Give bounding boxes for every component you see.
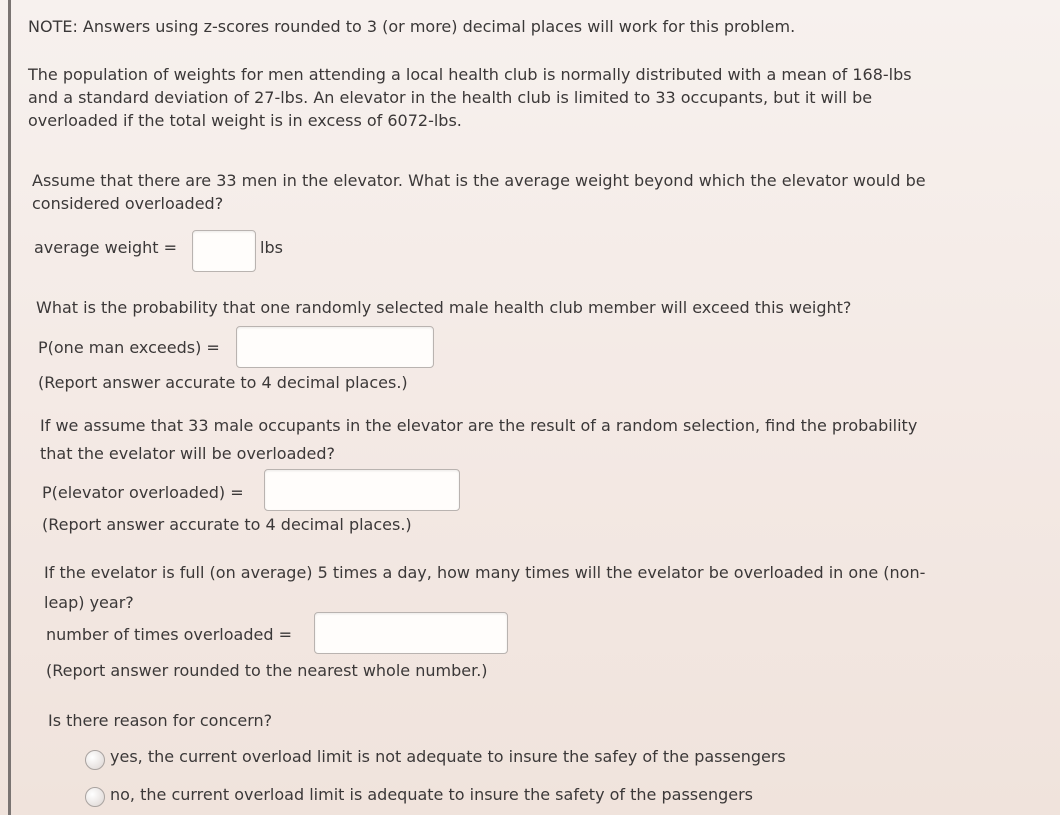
average-weight-input[interactable]	[192, 230, 256, 272]
q4-note: (Report answer rounded to the nearest whole number.)	[46, 661, 488, 680]
q5-question: Is there reason for concern?	[48, 711, 273, 730]
q3-line-2: that the evelator will be overloaded?	[40, 444, 336, 463]
intro-line-1: The population of weights for men attending a local health club is normally distributed with a mean of 168-lbs	[28, 65, 912, 84]
q1-line-1: Assume that there are 33 men in the elevator. What is the average weight beyond which the elevator would be	[32, 171, 926, 190]
times-overloaded-input[interactable]	[314, 612, 508, 654]
intro-line-3: overloaded if the total weight is in excess of 6072-lbs.	[28, 111, 462, 130]
q1-line-2: considered overloaded?	[32, 194, 224, 213]
q4-line-2: leap) year?	[44, 593, 134, 612]
q3-note: (Report answer accurate to 4 decimal places.)	[42, 515, 412, 534]
one-man-exceeds-input[interactable]	[236, 326, 434, 368]
concern-no-label: no, the current overload limit is adequate to insure the safety of the passengers	[110, 785, 754, 804]
intro-line-2: and a standard deviation of 27-lbs. An elevator in the health club is limited to 33 occupants, but it will be	[28, 88, 873, 107]
q2-question: What is the probability that one randomly selected male health club member will exceed this weight?	[36, 298, 852, 317]
q2-note: (Report answer accurate to 4 decimal places.)	[38, 373, 408, 392]
left-border	[8, 0, 11, 815]
q4-line-1: If the evelator is full (on average) 5 times a day, how many times will the evelator be overloaded in one (non-	[44, 563, 926, 582]
average-weight-label: average weight =	[34, 238, 178, 257]
average-weight-unit: lbs	[260, 238, 283, 257]
concern-yes-radio[interactable]	[85, 750, 105, 770]
elevator-overloaded-input[interactable]	[264, 469, 460, 511]
times-overloaded-label: number of times overloaded =	[46, 625, 292, 644]
concern-no-radio[interactable]	[85, 787, 105, 807]
one-man-exceeds-label: P(one man exceeds) =	[38, 338, 220, 357]
q3-line-1: If we assume that 33 male occupants in the elevator are the result of a random selection, find the probability	[40, 416, 918, 435]
note-text: NOTE: Answers using z-scores rounded to 3 (or more) decimal places will work for this problem.	[28, 17, 796, 36]
concern-yes-label: yes, the current overload limit is not adequate to insure the safey of the passengers	[110, 747, 786, 766]
elevator-overloaded-label: P(elevator overloaded) =	[42, 483, 244, 502]
